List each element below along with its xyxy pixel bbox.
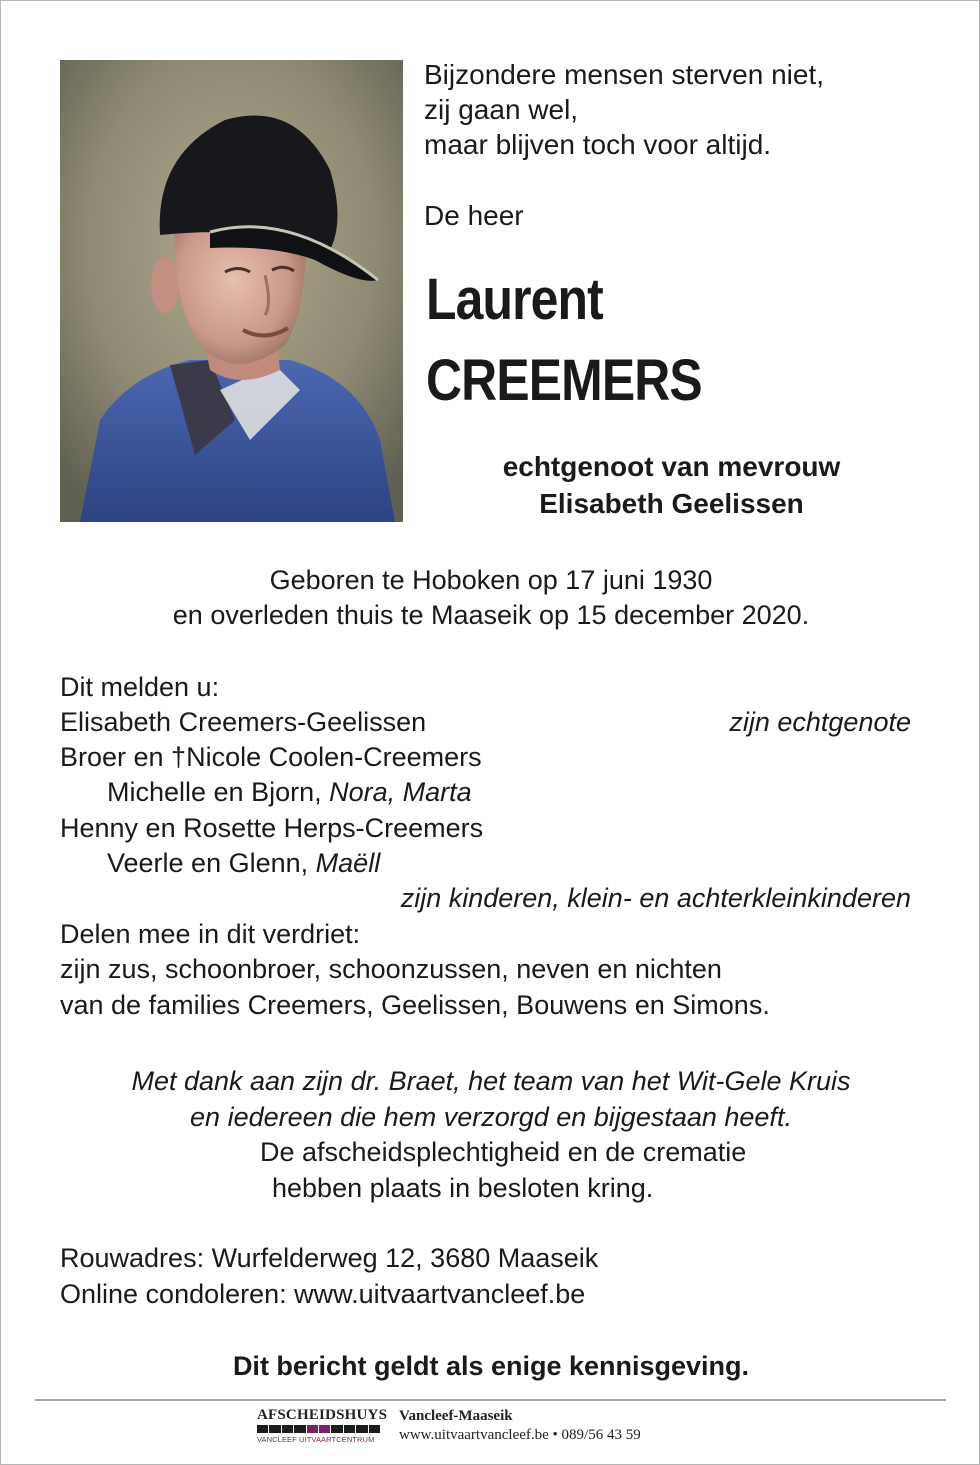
poem-line: Bijzondere mensen sterven niet, xyxy=(424,59,824,90)
logo-subtitle xyxy=(257,1435,381,1444)
deceased-last-name: CREEMERS xyxy=(426,348,702,413)
company-name: Vancleef-Maaseik xyxy=(399,1408,513,1424)
ceremony-line-2: hebben plaats in besloten kring. xyxy=(272,1173,654,1203)
family-line-1: Broer en †Nicole Coolen-Creemers xyxy=(60,742,482,772)
footer-divider xyxy=(35,1399,946,1401)
thanks-line-2: en iedereen die hem verzorgd en bijgestaan heeft. xyxy=(190,1102,792,1132)
logo-sub-1: VANCLEEF xyxy=(257,1435,297,1444)
logo-sub-2: UITVAARTCENTRUM xyxy=(299,1435,375,1444)
children-names: Michelle en Bjorn, xyxy=(107,777,322,807)
spouse-role: zijn echtgenote xyxy=(729,707,911,737)
family-role: zijn kinderen, klein- en achterkleinkinderen xyxy=(400,883,911,913)
spouse-line-1: echtgenoot van mevrouw xyxy=(502,451,841,482)
ceremony-line-1: De afscheidsplechtigheid en de crematie xyxy=(260,1137,747,1167)
thanks-line-1: Met dank aan zijn dr. Braet, het team van het Wit-Gele Kruis xyxy=(131,1066,851,1096)
poem-line: zij gaan wel, xyxy=(424,94,579,125)
relatives-line: zijn zus, schoonbroer, schoonzussen, neven en nichten xyxy=(60,954,722,984)
poem-line: maar blijven toch voor altijd. xyxy=(424,129,772,160)
logo-bar xyxy=(257,1425,381,1433)
honorific: De heer xyxy=(424,200,524,231)
grandchildren-names: Nora, Marta xyxy=(329,777,472,807)
company-contact: www.uitvaartvancleef.be • 089/56 43 59 xyxy=(399,1427,641,1443)
children-names: Veerle en Glenn, xyxy=(107,848,309,878)
death-line: en overleden thuis te Maaseik op 15 december 2020. xyxy=(172,600,810,630)
logo-title: AFSCHEIDSHUYS xyxy=(257,1407,388,1423)
portrait-illustration xyxy=(60,60,403,522)
spouse-name: Elisabeth Creemers-Geelissen xyxy=(60,707,427,737)
funeral-home-contact xyxy=(399,1407,641,1445)
family-line-2-children xyxy=(107,846,380,881)
portrait-photo xyxy=(60,60,403,522)
notice-line: Dit bericht geldt als enige kennisgeving. xyxy=(232,1351,750,1381)
spouse-line-2: Elisabeth Geelissen xyxy=(539,488,804,519)
announce-intro: Dit melden u: xyxy=(60,672,220,702)
poem xyxy=(424,57,824,162)
funeral-home-logo xyxy=(257,1407,388,1444)
families-line: van de families Creemers, Geelissen, Bouwens en Simons. xyxy=(60,990,770,1020)
mourning-address: Rouwadres: Wurfelderweg 12, 3680 Maaseik xyxy=(60,1243,599,1273)
birth-line: Geboren te Hoboken op 17 juni 1930 xyxy=(269,565,713,595)
online-condolences: Online condoleren: www.uitvaartvancleef.be xyxy=(60,1279,586,1309)
deceased-first-name: Laurent xyxy=(426,267,603,332)
share-intro: Delen mee in dit verdriet: xyxy=(60,919,361,949)
grandchildren-names: Maëll xyxy=(315,848,381,878)
family-line-2: Henny en Rosette Herps-Creemers xyxy=(60,813,484,843)
family-line-1-children xyxy=(107,775,472,810)
